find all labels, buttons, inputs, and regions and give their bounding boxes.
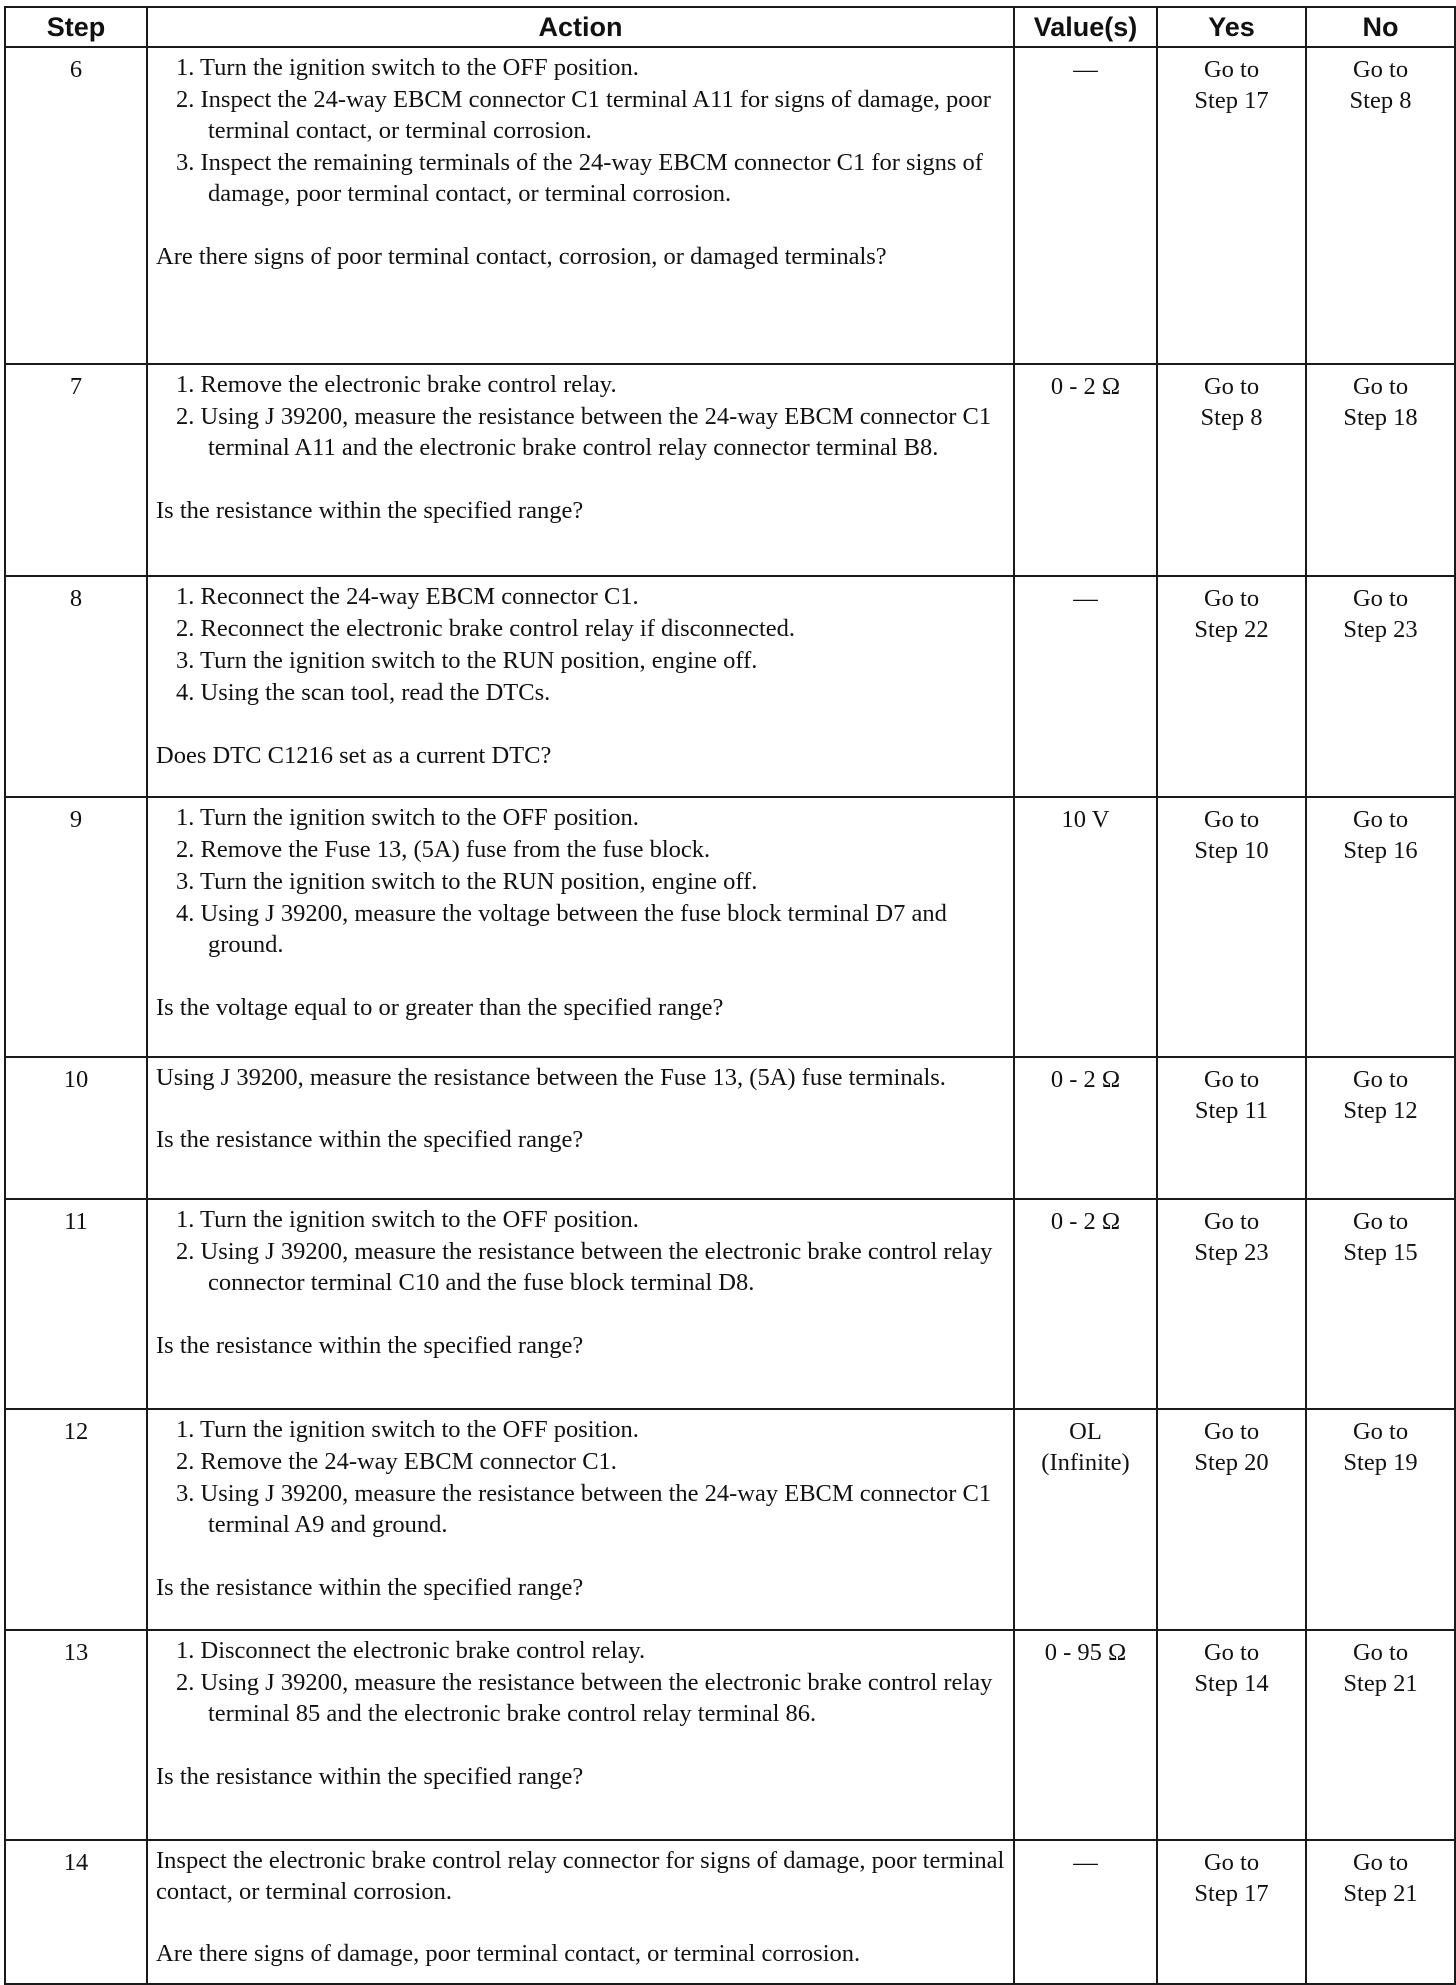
- action-step-item: 4. Using J 39200, measure the voltage between the fuse block terminal D7 and ground.: [176, 900, 947, 958]
- value-text: OL (Infinite): [1041, 1418, 1130, 1476]
- action-step-item: 2. Remove the 24-way EBCM connector C1.: [176, 1448, 617, 1475]
- value-text: 0 - 2 Ω: [1050, 1066, 1121, 1093]
- spacer: [156, 709, 1005, 740]
- no-target: Go to Step 21: [1343, 1849, 1418, 1907]
- yes-target: Go to Step 10: [1194, 806, 1269, 864]
- yes-target: Go to Step 11: [1194, 1066, 1269, 1124]
- step-number: 12: [5, 1409, 147, 1630]
- spacer: [156, 1541, 1005, 1572]
- action-question: Is the resistance within the specified range?: [156, 1126, 584, 1153]
- spacer: [156, 1093, 1005, 1124]
- no-target: Go to Step 19: [1343, 1418, 1418, 1476]
- yes-link[interactable]: [1157, 797, 1306, 1057]
- action-step-item: 1. Turn the ignition switch to the OFF position.: [176, 1206, 639, 1233]
- action-steps-list: [156, 1635, 1005, 1729]
- action-cell: [147, 797, 1014, 1057]
- action-step-item: 4. Using the scan tool, read the DTCs.: [176, 679, 551, 706]
- value-cell: [1014, 1057, 1157, 1199]
- action-cell: [147, 576, 1014, 797]
- no-link[interactable]: [1306, 576, 1455, 797]
- value-cell: [1014, 797, 1157, 1057]
- action-steps-list: [156, 52, 1005, 209]
- spacer: [156, 464, 1005, 495]
- no-link[interactable]: [1306, 1199, 1455, 1409]
- action-steps-list: [156, 802, 1005, 960]
- action-step-item: 2. Remove the Fuse 13, (5A) fuse from the fuse block.: [176, 836, 711, 863]
- value-cell: [1014, 47, 1157, 364]
- action-step-item: 1. Turn the ignition switch to the OFF position.: [176, 1416, 639, 1443]
- action-cell: [147, 1057, 1014, 1199]
- action-question: Is the voltage equal to or greater than the specified range?: [156, 994, 724, 1021]
- action-step-item: 3. Using J 39200, measure the resistance between the 24-way EBCM connector C1 terminal A9 and ground.: [176, 1480, 992, 1538]
- dash-value: —: [1073, 56, 1098, 83]
- action-step-item: 3. Inspect the remaining terminals of the 24-way EBCM connector C1 for signs of damage, poor terminal contact, or terminal corrosion.: [176, 149, 983, 207]
- action-step-item: 2. Using J 39200, measure the resistance between the electronic brake control relay connector terminal C10 and the fuse block terminal D8.: [176, 1238, 993, 1296]
- yes-target: Go to Step 8: [1200, 373, 1263, 431]
- no-link[interactable]: [1306, 1409, 1455, 1630]
- action-steps-list: [156, 369, 1005, 463]
- no-target: Go to Step 21: [1343, 1639, 1418, 1697]
- no-target: Go to Step 12: [1343, 1066, 1418, 1124]
- action-question: Is the resistance within the specified range?: [156, 1574, 584, 1601]
- yes-target: Go to Step 22: [1194, 585, 1269, 643]
- action-step-item: 3. Turn the ignition switch to the RUN position, engine off.: [176, 647, 758, 674]
- action-step-item: 3. Turn the ignition switch to the RUN position, engine off.: [176, 868, 758, 895]
- no-link[interactable]: [1306, 1840, 1455, 1984]
- no-target: Go to Step 8: [1349, 56, 1412, 114]
- yes-link[interactable]: [1157, 1057, 1306, 1199]
- action-question: Is the resistance within the specified range?: [156, 1763, 584, 1790]
- table-row: [5, 1199, 1455, 1409]
- action-cell: [147, 1840, 1014, 1984]
- action-step-item: 2. Using J 39200, measure the resistance between the 24-way EBCM connector C1 terminal A11 and the electronic brake control relay connector terminal B8.: [176, 403, 992, 461]
- yes-link[interactable]: [1157, 1840, 1306, 1984]
- no-link[interactable]: [1306, 47, 1455, 364]
- value-text: 0 - 2 Ω: [1050, 1208, 1121, 1235]
- yes-link[interactable]: [1157, 364, 1306, 576]
- header-no: No: [1306, 7, 1455, 47]
- table-row: [5, 1840, 1455, 1984]
- action-question: Is the resistance within the specified range?: [156, 1332, 584, 1359]
- yes-target: Go to Step 17: [1194, 1849, 1269, 1907]
- step-number: 13: [5, 1630, 147, 1840]
- action-question: Is the resistance within the specified range?: [156, 497, 584, 524]
- table-row: [5, 364, 1455, 576]
- header-action: Action: [147, 7, 1014, 47]
- no-target: Go to Step 18: [1343, 373, 1418, 431]
- value-text: 0 - 2 Ω: [1050, 373, 1121, 400]
- yes-target: Go to Step 14: [1194, 1639, 1269, 1697]
- header-step: Step: [5, 7, 147, 47]
- step-number: 14: [5, 1840, 147, 1984]
- table-row: [5, 1630, 1455, 1840]
- value-cell: [1014, 1840, 1157, 1984]
- value-cell: [1014, 1409, 1157, 1630]
- table-row: [5, 797, 1455, 1057]
- yes-target: Go to Step 17: [1194, 56, 1269, 114]
- step-number: 9: [5, 797, 147, 1057]
- action-step-item: 1. Reconnect the 24-way EBCM connector C1.: [176, 583, 639, 610]
- no-target: Go to Step 16: [1343, 806, 1418, 864]
- value-cell: [1014, 1199, 1157, 1409]
- no-link[interactable]: [1306, 364, 1455, 576]
- table-row: [5, 1409, 1455, 1630]
- value-cell: [1014, 576, 1157, 797]
- spacer: [156, 1907, 1005, 1938]
- dash-value: —: [1073, 585, 1098, 612]
- action-question: Are there signs of poor terminal contact, corrosion, or damaged terminals?: [156, 243, 887, 270]
- step-number: 6: [5, 47, 147, 364]
- spacer: [156, 1730, 1005, 1761]
- action-cell: [147, 1199, 1014, 1409]
- header-yes: Yes: [1157, 7, 1306, 47]
- value-text: 0 - 95 Ω: [1044, 1639, 1127, 1666]
- action-step-item: 2. Using J 39200, measure the resistance between the electronic brake control relay terminal 85 and the electronic brake control relay terminal 86.: [176, 1669, 993, 1727]
- yes-target: Go to Step 23: [1194, 1208, 1269, 1266]
- table-row: [5, 47, 1455, 364]
- action-steps-list: [156, 1204, 1005, 1298]
- table-row: [5, 1057, 1455, 1199]
- action-step-item: 1. Turn the ignition switch to the OFF position.: [176, 804, 639, 831]
- header-value: Value(s): [1014, 7, 1157, 47]
- action-step-item: 1. Remove the electronic brake control relay.: [176, 371, 617, 398]
- yes-link[interactable]: [1157, 1199, 1306, 1409]
- action-question: Does DTC C1216 set as a current DTC?: [156, 742, 552, 769]
- yes-link[interactable]: [1157, 576, 1306, 797]
- step-number: 8: [5, 576, 147, 797]
- value-text: 10 V: [1061, 806, 1110, 833]
- yes-link[interactable]: [1157, 47, 1306, 364]
- no-target: Go to Step 15: [1343, 1208, 1418, 1266]
- action-steps-list: [156, 1414, 1005, 1540]
- no-link[interactable]: [1306, 1057, 1455, 1199]
- yes-link[interactable]: [1157, 1409, 1306, 1630]
- dash-value: —: [1073, 1849, 1098, 1876]
- action-steps-list: [156, 581, 1005, 708]
- yes-link[interactable]: [1157, 1630, 1306, 1840]
- yes-target: Go to Step 20: [1194, 1418, 1269, 1476]
- action-step-item: 1. Turn the ignition switch to the OFF position.: [176, 54, 639, 81]
- step-number: 11: [5, 1199, 147, 1409]
- diagnostic-table: [4, 6, 1456, 1985]
- value-cell: [1014, 364, 1157, 576]
- action-question: Are there signs of damage, poor terminal contact, or terminal corrosion.: [156, 1940, 861, 1967]
- action-instruction: Using J 39200, measure the resistance between the Fuse 13, (5A) fuse terminals.: [156, 1064, 946, 1091]
- spacer: [156, 210, 1005, 241]
- action-cell: [147, 1409, 1014, 1630]
- no-target: Go to Step 23: [1343, 585, 1418, 643]
- action-cell: [147, 364, 1014, 576]
- table-body: [5, 47, 1455, 1984]
- value-cell: [1014, 1630, 1157, 1840]
- action-step-item: 1. Disconnect the electronic brake control relay.: [176, 1637, 646, 1664]
- header-row: [5, 7, 1455, 47]
- action-cell: [147, 1630, 1014, 1840]
- no-link[interactable]: [1306, 1630, 1455, 1840]
- action-step-item: 2. Inspect the 24-way EBCM connector C1 terminal A11 for signs of damage, poor terminal contact, or terminal corrosion.: [176, 86, 991, 144]
- action-step-item: 2. Reconnect the electronic brake control relay if disconnected.: [176, 615, 796, 642]
- table-row: [5, 576, 1455, 797]
- spacer: [156, 961, 1005, 992]
- spacer: [156, 1299, 1005, 1330]
- no-link[interactable]: [1306, 797, 1455, 1057]
- step-number: 10: [5, 1057, 147, 1199]
- step-number: 7: [5, 364, 147, 576]
- action-instruction: Inspect the electronic brake control relay connector for signs of damage, poor terminal contact, or terminal corrosion.: [156, 1847, 1005, 1905]
- action-cell: [147, 47, 1014, 364]
- diagnostic-table-sheet: [4, 6, 1454, 1985]
